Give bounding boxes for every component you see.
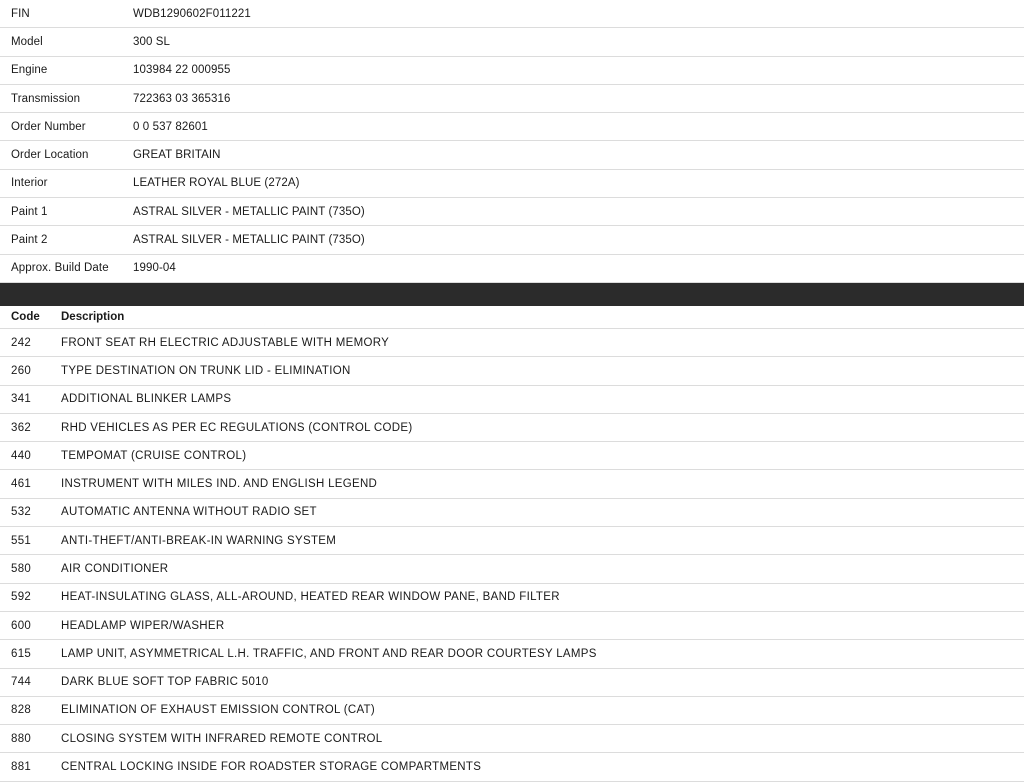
option-code: 592 <box>11 591 32 604</box>
option-codes-table <box>0 306 1024 782</box>
option-code: 744 <box>11 676 32 689</box>
spec-value: GREAT BRITAIN <box>133 149 221 162</box>
vehicle-spec-table <box>0 0 1024 283</box>
spec-value: LEATHER ROYAL BLUE (272A) <box>133 177 300 190</box>
option-description: CENTRAL LOCKING INSIDE FOR ROADSTER STORAGE COMPARTMENTS <box>61 761 482 774</box>
option-description: AUTOMATIC ANTENNA WITHOUT RADIO SET <box>61 506 317 519</box>
spec-value: 1990-04 <box>133 262 176 275</box>
table-row <box>0 498 1024 526</box>
table-row <box>0 668 1024 696</box>
table-row <box>0 56 1024 84</box>
table-row <box>0 226 1024 254</box>
table-row <box>0 725 1024 753</box>
spec-label: Paint 2 <box>11 234 48 247</box>
spec-value: ASTRAL SILVER - METALLIC PAINT (735O) <box>133 234 365 247</box>
table-row <box>0 470 1024 498</box>
table-row <box>0 442 1024 470</box>
section-divider-band <box>0 283 1024 306</box>
table-row <box>0 611 1024 639</box>
table-row <box>0 169 1024 197</box>
spec-label: Paint 1 <box>11 205 48 218</box>
spec-value: 722363 03 365316 <box>133 92 231 105</box>
column-header-description: Description <box>61 310 125 323</box>
spec-label: Interior <box>11 177 48 190</box>
spec-label: Approx. Build Date <box>11 262 109 275</box>
table-row <box>0 198 1024 226</box>
table-row <box>0 696 1024 724</box>
option-code: 461 <box>11 478 32 491</box>
spec-value: ASTRAL SILVER - METALLIC PAINT (735O) <box>133 205 365 218</box>
option-code: 362 <box>11 421 32 434</box>
option-code: 532 <box>11 506 32 519</box>
option-code: 580 <box>11 562 32 575</box>
vehicle-spec-body <box>0 0 1024 282</box>
option-description: HEADLAMP WIPER/WASHER <box>61 619 225 632</box>
option-code: 615 <box>11 647 32 660</box>
option-description: CLOSING SYSTEM WITH INFRARED REMOTE CONTROL <box>61 732 383 745</box>
option-code: 880 <box>11 732 32 745</box>
table-row <box>0 28 1024 56</box>
spec-label: Transmission <box>11 92 81 105</box>
table-header-row <box>0 306 1024 329</box>
table-row <box>0 640 1024 668</box>
column-header-code: Code <box>11 310 40 323</box>
table-row <box>0 254 1024 282</box>
spec-value: WDB1290602F011221 <box>133 7 251 20</box>
spec-label: FIN <box>11 7 30 20</box>
spec-value: 0 0 537 82601 <box>133 120 208 133</box>
table-row <box>0 555 1024 583</box>
spec-label: Order Number <box>11 120 86 133</box>
option-description: TYPE DESTINATION ON TRUNK LID - ELIMINATION <box>61 364 351 377</box>
table-row <box>0 328 1024 356</box>
option-description: TEMPOMAT (CRUISE CONTROL) <box>61 449 247 462</box>
option-code: 341 <box>11 393 32 406</box>
table-row <box>0 385 1024 413</box>
table-row <box>0 583 1024 611</box>
table-row <box>0 141 1024 169</box>
option-codes-body <box>0 328 1024 781</box>
table-row <box>0 357 1024 385</box>
option-description: DARK BLUE SOFT TOP FABRIC 5010 <box>61 676 269 689</box>
option-code: 260 <box>11 364 32 377</box>
table-row <box>0 753 1024 781</box>
option-description: ELIMINATION OF EXHAUST EMISSION CONTROL (CAT) <box>61 704 376 717</box>
option-description: FRONT SEAT RH ELECTRIC ADJUSTABLE WITH MEMORY <box>61 336 390 349</box>
option-code: 242 <box>11 336 32 349</box>
option-code: 551 <box>11 534 32 547</box>
option-description: HEAT-INSULATING GLASS, ALL-AROUND, HEATED REAR WINDOW PANE, BAND FILTER <box>61 591 560 604</box>
table-row <box>0 0 1024 28</box>
spec-label: Order Location <box>11 149 89 162</box>
option-code: 440 <box>11 449 32 462</box>
option-description: ADDITIONAL BLINKER LAMPS <box>61 393 232 406</box>
option-description: LAMP UNIT, ASYMMETRICAL L.H. TRAFFIC, AND FRONT AND REAR DOOR COURTESY LAMPS <box>61 647 597 660</box>
spec-value: 300 SL <box>133 35 171 48</box>
option-description: AIR CONDITIONER <box>61 562 169 575</box>
option-code: 828 <box>11 704 32 717</box>
option-codes-header <box>0 306 1024 329</box>
table-row <box>0 413 1024 441</box>
spec-label: Model <box>11 35 43 48</box>
table-row <box>0 527 1024 555</box>
table-row <box>0 113 1024 141</box>
spec-label: Engine <box>11 64 48 77</box>
option-description: INSTRUMENT WITH MILES IND. AND ENGLISH LEGEND <box>61 478 378 491</box>
option-code: 881 <box>11 761 32 774</box>
option-description: ANTI-THEFT/ANTI-BREAK-IN WARNING SYSTEM <box>61 534 337 547</box>
table-row <box>0 84 1024 112</box>
spec-value: 103984 22 000955 <box>133 64 231 77</box>
option-code: 600 <box>11 619 32 632</box>
option-description: RHD VEHICLES AS PER EC REGULATIONS (CONTROL CODE) <box>61 421 413 434</box>
